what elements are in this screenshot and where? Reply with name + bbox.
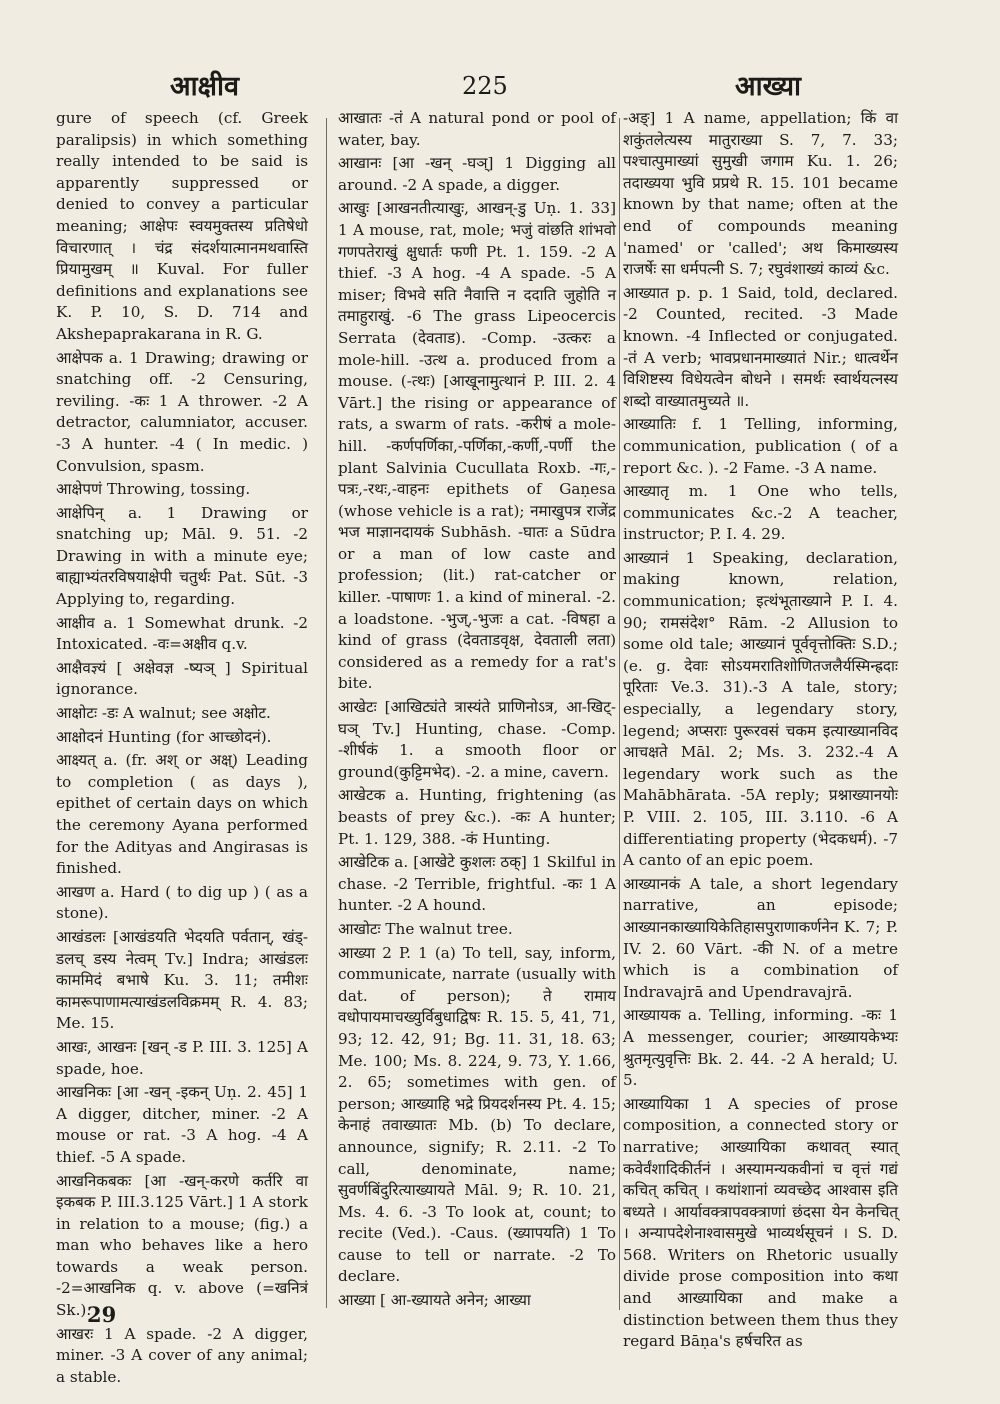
- dictionary-entry: आख्यानकं A tale, a short legendary narrative, an episode; आख्यानकाख्यायिकेतिहासपुराणाकर्णनेन K. 7; P. IV. 2. 60 Vārt. -की N. of a metre which is a combination of Indravajrā and Upendravajrā.: [623, 874, 898, 1001]
- column-divider: [326, 118, 327, 1308]
- page-header: [0, 64, 1000, 114]
- dictionary-entry: आक्षोटः -डः A walnut; see अक्षोट.: [56, 704, 271, 723]
- dictionary-entry: आखण a. Hard ( to dig up ) ( as a stone).: [56, 882, 308, 923]
- column-1: [56, 108, 308, 1390]
- signature-mark: 29: [87, 1302, 117, 1327]
- dictionary-entry: आखनिकः [आ -खन् -इकन् Uṇ. 2. 45] 1 A digger, ditcher, miner. -2 A mouse or rat. -3 A hog. -4 A thief. -5 A spade.: [56, 1083, 308, 1166]
- dictionary-entry: आखेटक a. Hunting, frightening (as beasts of prey &c.). -कः A hunter; Pt. 1. 129, 388. -कं Hunting.: [338, 786, 616, 848]
- dictionary-entry: आखरः 1 A spade. -2 A digger, miner. -3 A cover of any animal; a stable.: [56, 1324, 308, 1386]
- dictionary-entry: आखनिकबकः [आ -खन्-करणे कर्तरि वा इकबक P. III.3.125 Vārt.] 1 A stork in relation to a mouse; (fig.) a man who behaves like a hero towards a weak person. -2=आखनिक q. v. above (=खनित्रं Sk.).: [56, 1171, 308, 1320]
- dictionary-entry: आखंडलः [आखंडयति भेदयति पर्वतान्, खंड्-डलच् डस्य नेत्वम् Tv.] Indra; आखंडलः काममिदं बभाषे Ku. 3. 11; तमीशः कामरूपाणामत्याखंडलविक्रमम् R. 4. 83; Me. 15.: [56, 927, 308, 1033]
- dictionary-entry: आखः, आखनः [खन् -ड P. III. 3. 125] A spade, hoe.: [56, 1037, 308, 1078]
- column-divider: [619, 118, 620, 1310]
- dictionary-entry: आक्ष्यत् a. (fr. अश् or अक्ष्) Leading to completion ( as days ), epithet of certain days on which the ceremony Ayana performed for the Adityas and Angirasas is finished.: [56, 751, 308, 878]
- column-3: [623, 108, 898, 1355]
- dictionary-entry: आख्यायक a. Telling, informing. -कः 1 A messenger, courier; आख्यायकेभ्यः श्रुतमृत्युवृत्तिः Bk. 2. 44. -2 A herald; U. 5.: [623, 1006, 898, 1090]
- dictionary-entry: आखुः [आखनतीत्याखुः, आखन्-डु Uṇ. 1. 33] 1 A mouse, rat, mole; भजुं वांछति शांभवो गणपतेराखुं क्षुधार्तः फणी Pt. 1. 159. -2 A thief. -3 A hog. -4 A spade. -5 A miser; विभवे सति नैवात्ति न ददाति जुहोति न तमाहुराखुं. -6 The grass Lipeocercis Serrata (देवताड). -Comp. -उत्करः a mole-hill. -उत्थ a. produced from a mouse. (-त्थः) [आखूनामुत्थानं P. III. 2. 4 Vārt.] the rising or appearance of rats, a swarm of rats. -करीषं a mole-hill. -कर्णपर्णिका,-पर्णिका,-कर्णी,-पर्णी the plant Salvinia Cucullata Roxb. -गः,-पत्रः,-रथः,-वाहनः epithets of Gaṇesa (whose vehicle is a rat); नमाखुपत्र राजेंद्र भज माज्ञानदायकं Subhāsh. -घातः a Sūdra or a man of low caste and profession; (lit.) rat-catcher or killer. -पाषाणः 1. a kind of mineral. -2. a loadstone. -भुज्,-भुजः a cat. -विषहा a kind of grass (देवताडवृक्ष, देवताली लता) considered as a remedy for a rat's bite.: [338, 199, 616, 693]
- column-2: [338, 108, 616, 1314]
- dictionary-entry: आक्षीव a. 1 Somewhat drunk. -2 Intoxicated. -वः=अक्षीव q.v.: [56, 613, 308, 654]
- dictionary-entry: आखेटः [आखिट्यंते त्रास्यंते प्राणिनोऽत्र, आ-खिट्-घञ् Tv.] Hunting, chase. -Comp. -शीर्षकं 1. a smooth floor or ground(कुट्टिमभेद). -2. a mine, cavern.: [338, 698, 616, 781]
- left-headword: आक्षीव: [170, 71, 239, 102]
- dictionary-entry: आखेटिक a. [आखेटे कुशलः ठक्] 1 Skilful in chase. -2 Terrible, frightful. -कः 1 A hunter. -2 A hound.: [338, 853, 616, 915]
- dictionary-entry: आक्षोदनं Hunting (for आच्छोदनं).: [56, 727, 272, 746]
- dictionary-entry: आख्यात p. p. 1 Said, told, declared. -2 Counted, recited. -3 Made known. -4 Inflected or conjugated. -तं A verb; भावप्रधानमाख्यातं Nir.; धात्वर्थेन विशिष्टस्य विधेयत्वेन बोधने । समर्थः स्वार्थयत्नस्य शब्दो वाख्यातमुच्यते ॥.: [623, 283, 898, 410]
- dictionary-entry: आखातः -तं A natural pond or pool of water, bay.: [338, 109, 616, 149]
- dictionary-entry: आखोटः The walnut tree.: [338, 919, 513, 938]
- dictionary-entry: आख्यायिका 1 A species of prose composition, a connected story or narrative; आख्यायिका कथावत् स्यात् कवेर्वंशादिकीर्तनं । अस्यामन्यकवीनां च वृत्तं गद्यं कचित् कचित् । कथांशानां व्यवच्छेद आश्वास इति बध्यते । आर्यावक्त्रापवक्त्राणां छंदसा येन केनचित् । अन्यापदेशेनाश्वासमुखे भाव्यर्थसूचनं । S. D. 568. Writers on Rhetoric usually divide prose composition into कथा and आख्यायिका and make a distinction between them thus they regard Bāṇa's हर्षचरित as: [623, 1094, 898, 1351]
- dictionary-entry: आखानः [आ -खन् -घञ्] 1 Digging all around. -2 A spade, a digger.: [338, 154, 616, 194]
- dictionary-entry: gure of speech (cf. Greek paralipsis) in which something really intended to be said is apparently suppressed or denied to convey a particular meaning; आक्षेपः स्वयमुक्तस्य प्रतिषेधो विचारणात् । चंद्र संदर्शयात्मानमथवास्ति प्रियामुखम् ॥ Kuval. For fuller definitions and explanations see K. P. 10, S. D. 714 and Akshepaprakarana in R. G.: [56, 109, 308, 343]
- dictionary-entry: आख्यानं 1 Speaking, declaration, making known, relation, communication; इत्थंभूताख्याने P. I. 4. 90; रामसंदेश° Rām. -2 Allusion to some old tale; आख्यानं पूर्ववृत्तोक्तिः S.D.;(e. g. देवाः सोऽयमरातिशोणितजलैर्यस्मिन्ह्रदाः पूरिताः Ve.3. 31).-3 A tale, story; especially, a legendary story, legend; अप्सराः पुरूरवसं चकम इत्याख्यानविद आचक्षते Māl. 2; Ms. 3. 232.-4 A legendary work such as the Mahābhārata. -5A reply; प्रश्नाख्यानयोः P. VIII. 2. 105, III. 3.110. -6 A differentiating property (भेदकधर्म). -7 A canto of an epic poem.: [623, 548, 898, 870]
- dictionary-entry: आख्या [ आ-ख्यायते अनेन; आख्या: [338, 1291, 531, 1310]
- dictionary-entry: -अङ्] 1 A name, appellation; किं वा शकुंतलेत्यस्य मातुराख्या S. 7, 7. 33; पश्चात्पुमाख्यां सुमुखी जगाम Ku. 1. 26; तदाख्यया भुवि प्रप्रथे R. 15. 101 became known by that name; often at the end of compounds meaning 'named' or 'called'; अथ किमाख्यस्य राजर्षेः सा धर्मपत्नी S. 7; रघुवंशाख्यं काव्यं &c.: [623, 109, 898, 279]
- dictionary-entry: आक्षेपक a. 1 Drawing; drawing or snatching off. -2 Censuring, reviling. -कः 1 A thrower. -2 A detractor, calumniator, accuser. -3 A hunter. -4 ( In medic. ) Convulsion, spasm.: [56, 348, 308, 475]
- dictionary-entry: आख्यातृ m. 1 One who tells, communicates &c.-2 A teacher, instructor; P. I. 4. 29.: [623, 482, 898, 544]
- dictionary-entry: आक्षेपिन् a. 1 Drawing or snatching up; Māl. 9. 51. -2 Drawing in with a minute eye; बाह्याभ्यंतरविषयाक्षेपी चतुर्थः Pat. Sūt. -3 Applying to, regarding.: [56, 503, 308, 609]
- dictionary-entry: आक्षैवज्ञ्यं [ अक्षेवज्ञ -ष्यञ् ] Spiritual ignorance.: [56, 658, 308, 699]
- dictionary-entry: आख्या 2 P. 1 (a) To tell, say, inform, communicate, narrate (usually with dat. of person); ते रामाय वधोपायमाचख्युर्विबुधाद्विषः R. 15. 5, 41, 71, 93; 12. 42, 91; Bg. 11. 31, 18. 63; Me. 100; Ms. 8. 224, 9. 73, Y. 1.66, 2. 65; sometimes with gen. of person; आख्याहि भद्रे प्रियदर्शनस्य Pt. 4. 15; केनाहं तवाख्यातः Mb. (b) To declare, announce, signify; R. 2.11. -2 To call, denominate, name; सुवर्णबिंदुरित्याख्यायते Māl. 9; R. 10. 21, Ms. 4. 6. -3 To look at, count; to recite (Ved.). -Caus. (ख्यापयति) 1 To cause to tell or narrate. -2 To declare.: [338, 943, 616, 1286]
- page-number: 225: [462, 72, 508, 100]
- dictionary-entry: आक्षेपणं Throwing, tossing.: [56, 480, 251, 499]
- right-headword: आख्या: [735, 71, 802, 102]
- dictionary-entry: आख्यातिः f. 1 Telling, informing, communication, publication ( of a report &c. ). -2 Fame. -3 A name.: [623, 415, 898, 477]
